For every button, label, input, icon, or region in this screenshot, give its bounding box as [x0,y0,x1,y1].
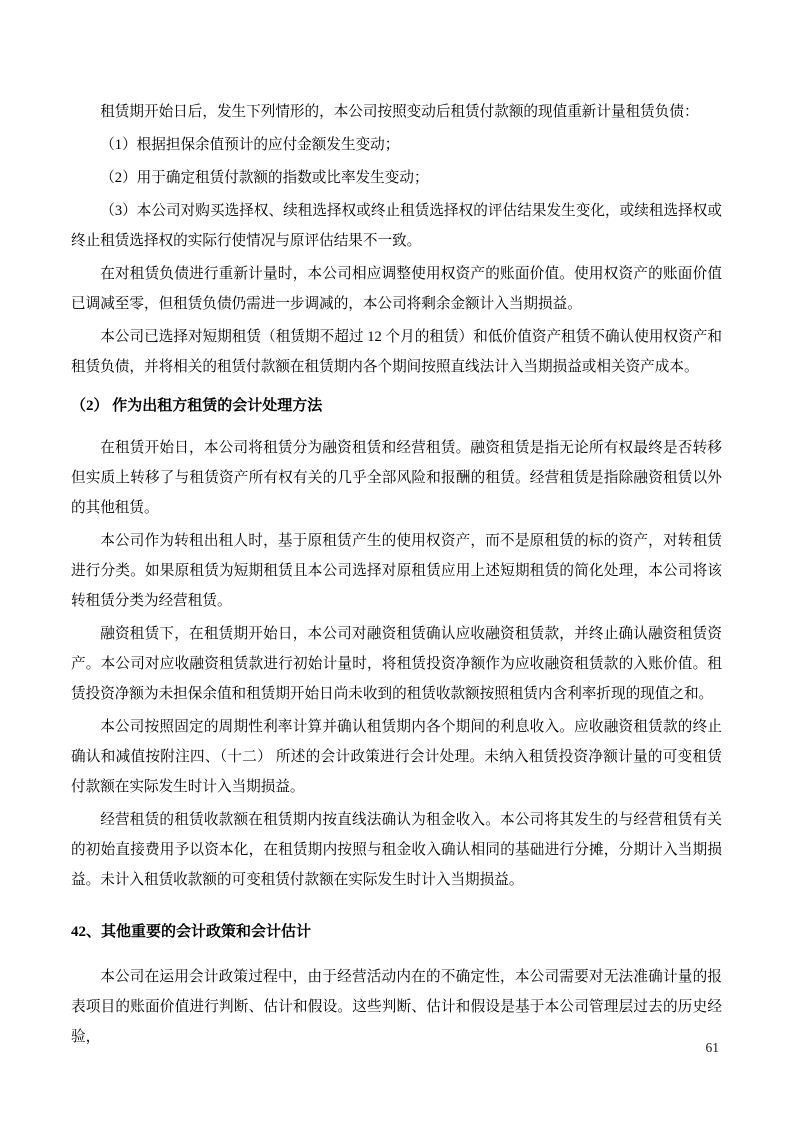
paragraph-sublease: 本公司作为转租出租人时，基于原租赁产生的使用权资产，而不是原租赁的标的资产，对转租赁进行分类。如果原租赁为短期租赁且本公司选择对原租赁应用上述短期租赁的简化处理，本公司将该转租赁分类为经营租赁。 [71,533,722,609]
paragraph-estimates-and-judgements: 本公司在运用会计政策过程中，由于经营活动内在的不确定性，本公司需要对无法准确计量的报表项目的账面价值进行判断、估计和假设。这些判断、估计和假设是基于本公司管理层过去的历史经验， [71,969,722,1045]
heading-lessor-accounting: （2） 作为出租方租赁的会计处理方法 [71,398,323,414]
paragraph-interest-income: 本公司按照固定的周期性利率计算并确认租赁期内各个期间的利息收入。应收融资租赁款的终止确认和减值按附注四、（十二） 所述的会计政策进行会计处理。未纳入租赁投资净额计量的可变租赁付款额在实际发生时计入当期损益。 [71,719,722,795]
list-item-2: （2）用于确定租赁付款额的指数或比率发生变动； [100,170,429,186]
paragraph-finance-lease-recognition: 融资租赁下，在租赁期开始日，本公司对融资租赁确认应收融资租赁款，并终止确认融资租赁资产。本公司对应收融资租赁款进行初始计量时，将租赁投资净额作为应收融资租赁款的入账价值。租赁投资净额为未担保余值和租赁期开始日尚未收到的租赁收款额按照租赁内含利率折现的现值之和。 [71,626,722,702]
paragraph-short-term-lease: 本公司已选择对短期租赁（租赁期不超过 12 个月的租赁）和低价值资产租赁不确认使用权资产和租赁负债，并将相关的租赁付款额在租赁期内各个期间按照直线法计入当期损益或相关资产成本。 [71,329,722,375]
heading-other-accounting-policies: 42、其他重要的会计政策和会计估计 [71,924,312,940]
paragraph-operating-lease-income: 经营租赁的租赁收款额在租赁期内按直线法确认为租金收入。本公司将其发生的与经营租赁有关的初始直接费用予以资本化，在租赁期内按照与租金收入确认相同的基础进行分摊，分期计入当期损益。未计入租赁收款额的可变租赁付款额在实际发生时计入当期损益。 [71,812,722,888]
list-item-1: （1）根据担保余值预计的应付金额发生变动； [100,137,400,153]
paragraph-lease-classification: 在租赁开始日，本公司将租赁分为融资租赁和经营租赁。融资租赁是指无论所有权最终是否转移但实质上转移了与租赁资产所有权有关的几乎全部风险和报酬的租赁。经营租赁是指除融资租赁以外的其他租赁。 [71,440,722,516]
list-item-3: （3）本公司对购买选择权、续租选择权或终止租赁选择权的评估结果发生变化，或续租选择权或终止租赁选择权的实际行使情况与原评估结果不一致。 [71,203,722,249]
page-number: 61 [705,1040,719,1055]
paragraph-right-of-use-adjustment: 在对租赁负债进行重新计量时，本公司相应调整使用权资产的账面价值。使用权资产的账面价值已调减至零，但租赁负债仍需进一步调减的，本公司将剩余金额计入当期损益。 [71,266,722,312]
paragraph-remeasure-lease-liability: 租赁期开始日后，发生下列情形的，本公司按照变动后租赁付款额的现值重新计量租赁负债： [100,104,699,120]
